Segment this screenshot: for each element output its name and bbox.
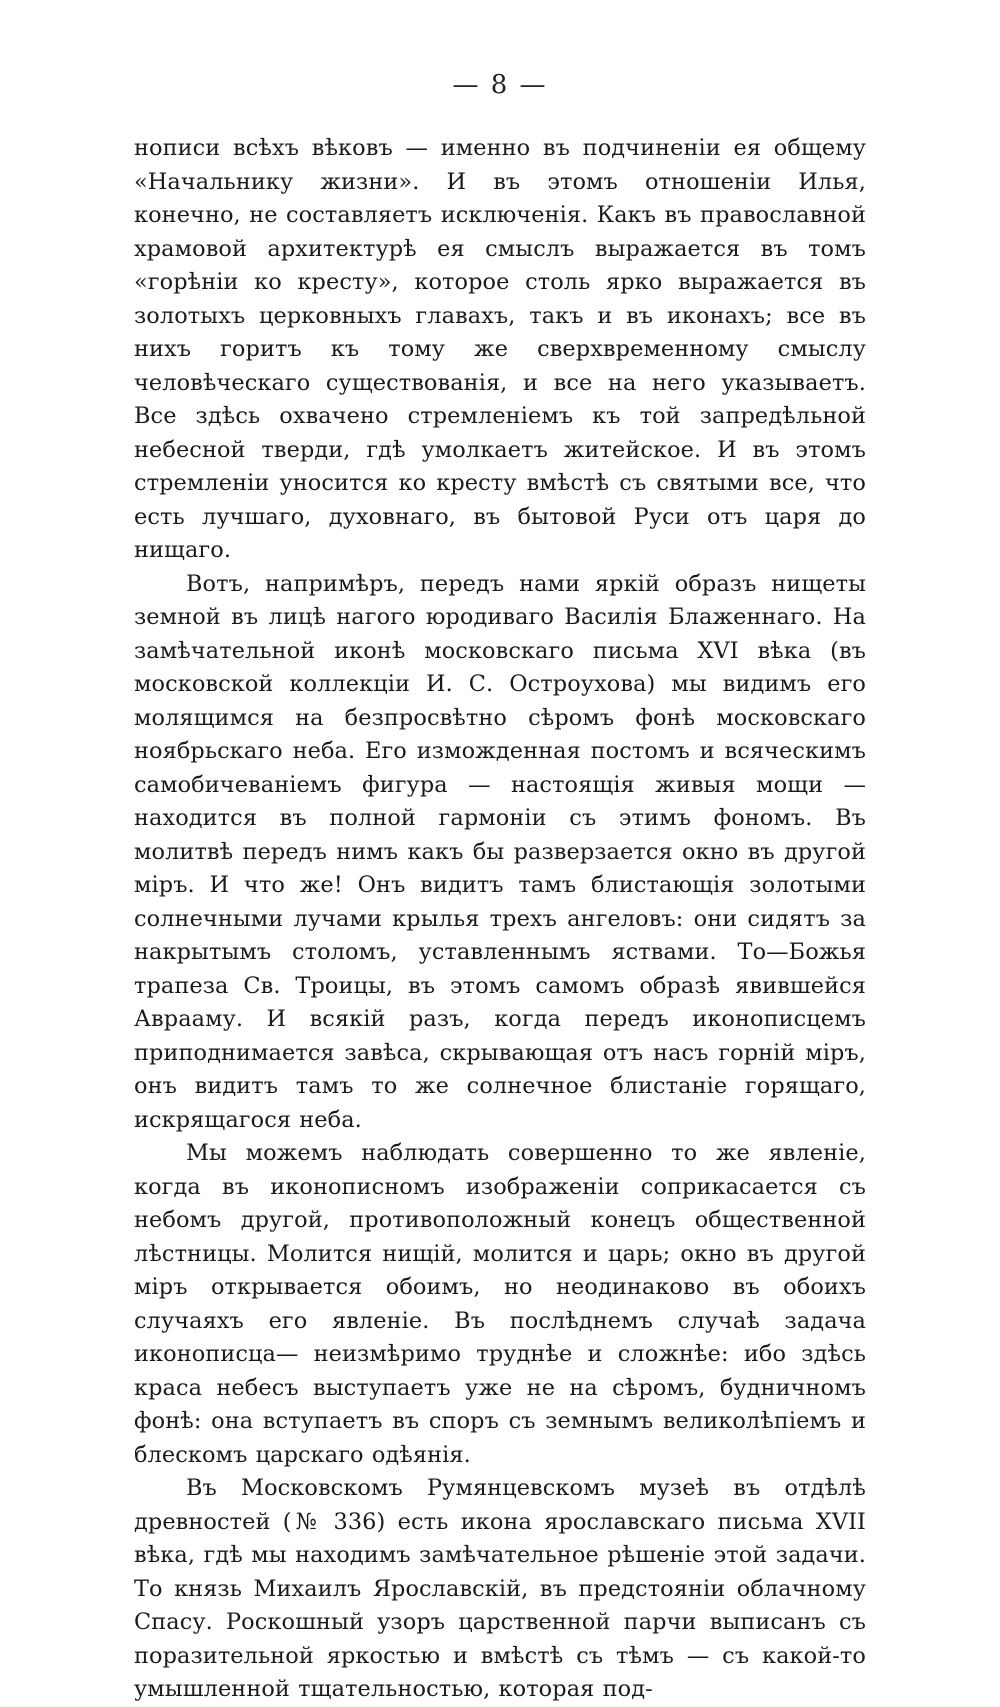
page-number: — 8 — — [452, 70, 548, 100]
paragraph: нописи всѣхъ вѣковъ — именно въ подчиненіи ея общему «Начальнику жизни». И въ этомъ отношеніи Илья, конечно, не составляетъ исключенія. Какъ въ православной храмовой архитектурѣ ея смыслъ выражается въ томъ «горѣніи ко кресту», которое столь ярко выражается въ золотыхъ церковныхъ главахъ, такъ и въ иконахъ; все въ нихъ горитъ къ тому же сверхвременному смыслу человѣческаго существованія, и все на него указываетъ. Все здѣсь охвачено стремленіемъ къ той запредѣльной небесной тверди, гдѣ умолкаетъ житейское. И въ этомъ стремленіи уносится ко кресту вмѣстѣ съ святыми все, что есть лучшаго, духовнаго, въ бытовой Руси отъ царя до нищаго. — [134, 135, 866, 563]
body-text — [134, 132, 866, 1707]
paragraph: Вотъ, напримѣръ, передъ нами яркій образъ нищеты земной въ лицѣ нагого юродиваго Василія Блаженнаго. На замѣчательной иконѣ московскаго письма XVI вѣка (въ московской коллекціи И. С. Остроухова) мы видимъ его молящимся на безпросвѣтно сѣромъ фонѣ московскаго ноябрьскаго неба. Его изможденная постомъ и всяческимъ самобичеваніемъ фигура — настоящія живыя мощи — находится въ полной гармоніи съ этимъ фономъ. Въ молитвѣ передъ нимъ какъ бы разверзается окно въ другой міръ. И что же! Онъ видитъ тамъ блистающія золотыми солнечными лучами крылья трехъ ангеловъ: они сидятъ за накрытымъ столомъ, уставленнымъ яствами. То—Божья трапеза Св. Троицы, въ этомъ самомъ образѣ явившейся Аврааму. И всякій разъ, когда передъ иконописцемъ приподнимается завѣса, скрывающая отъ насъ горній міръ, онъ видитъ тамъ то же солнечное блистаніе горящаго, искрящагося неба. — [134, 570, 866, 1133]
paragraph: Мы можемъ наблюдать совершенно то же явленіе, когда въ иконописномъ изображеніи соприкасается съ небомъ другой, противоположный конецъ общественной лѣстницы. Молится нищій, молится и царь; окно въ другой міръ открывается обоимъ, но неодинаково въ обоихъ случаяхъ его явленіе. Въ послѣднемъ случаѣ задача иконописца— неизмѣримо труднѣе и сложнѣе: ибо здѣсь краса небесъ выступаетъ уже не на сѣромъ, будничномъ фонѣ: она вступаетъ въ споръ съ земнымъ великолѣпіемъ и блескомъ царскаго одѣянія. — [134, 1140, 866, 1468]
paragraph: Въ Московскомъ Румянцевскомъ музеѣ въ отдѣлѣ древностей (№ 336) есть икона ярославскаго письма XVII вѣка, гдѣ мы находимъ замѣчательное рѣшеніе этой задачи. То князь Михаилъ Ярославскій, въ предстояніи облачному Спасу. Роскошный узоръ царственной парчи выписанъ съ поразительной яркостью и вмѣстѣ съ тѣмъ — съ какой-то умышленной тщательностью, которая под- — [134, 1475, 866, 1702]
